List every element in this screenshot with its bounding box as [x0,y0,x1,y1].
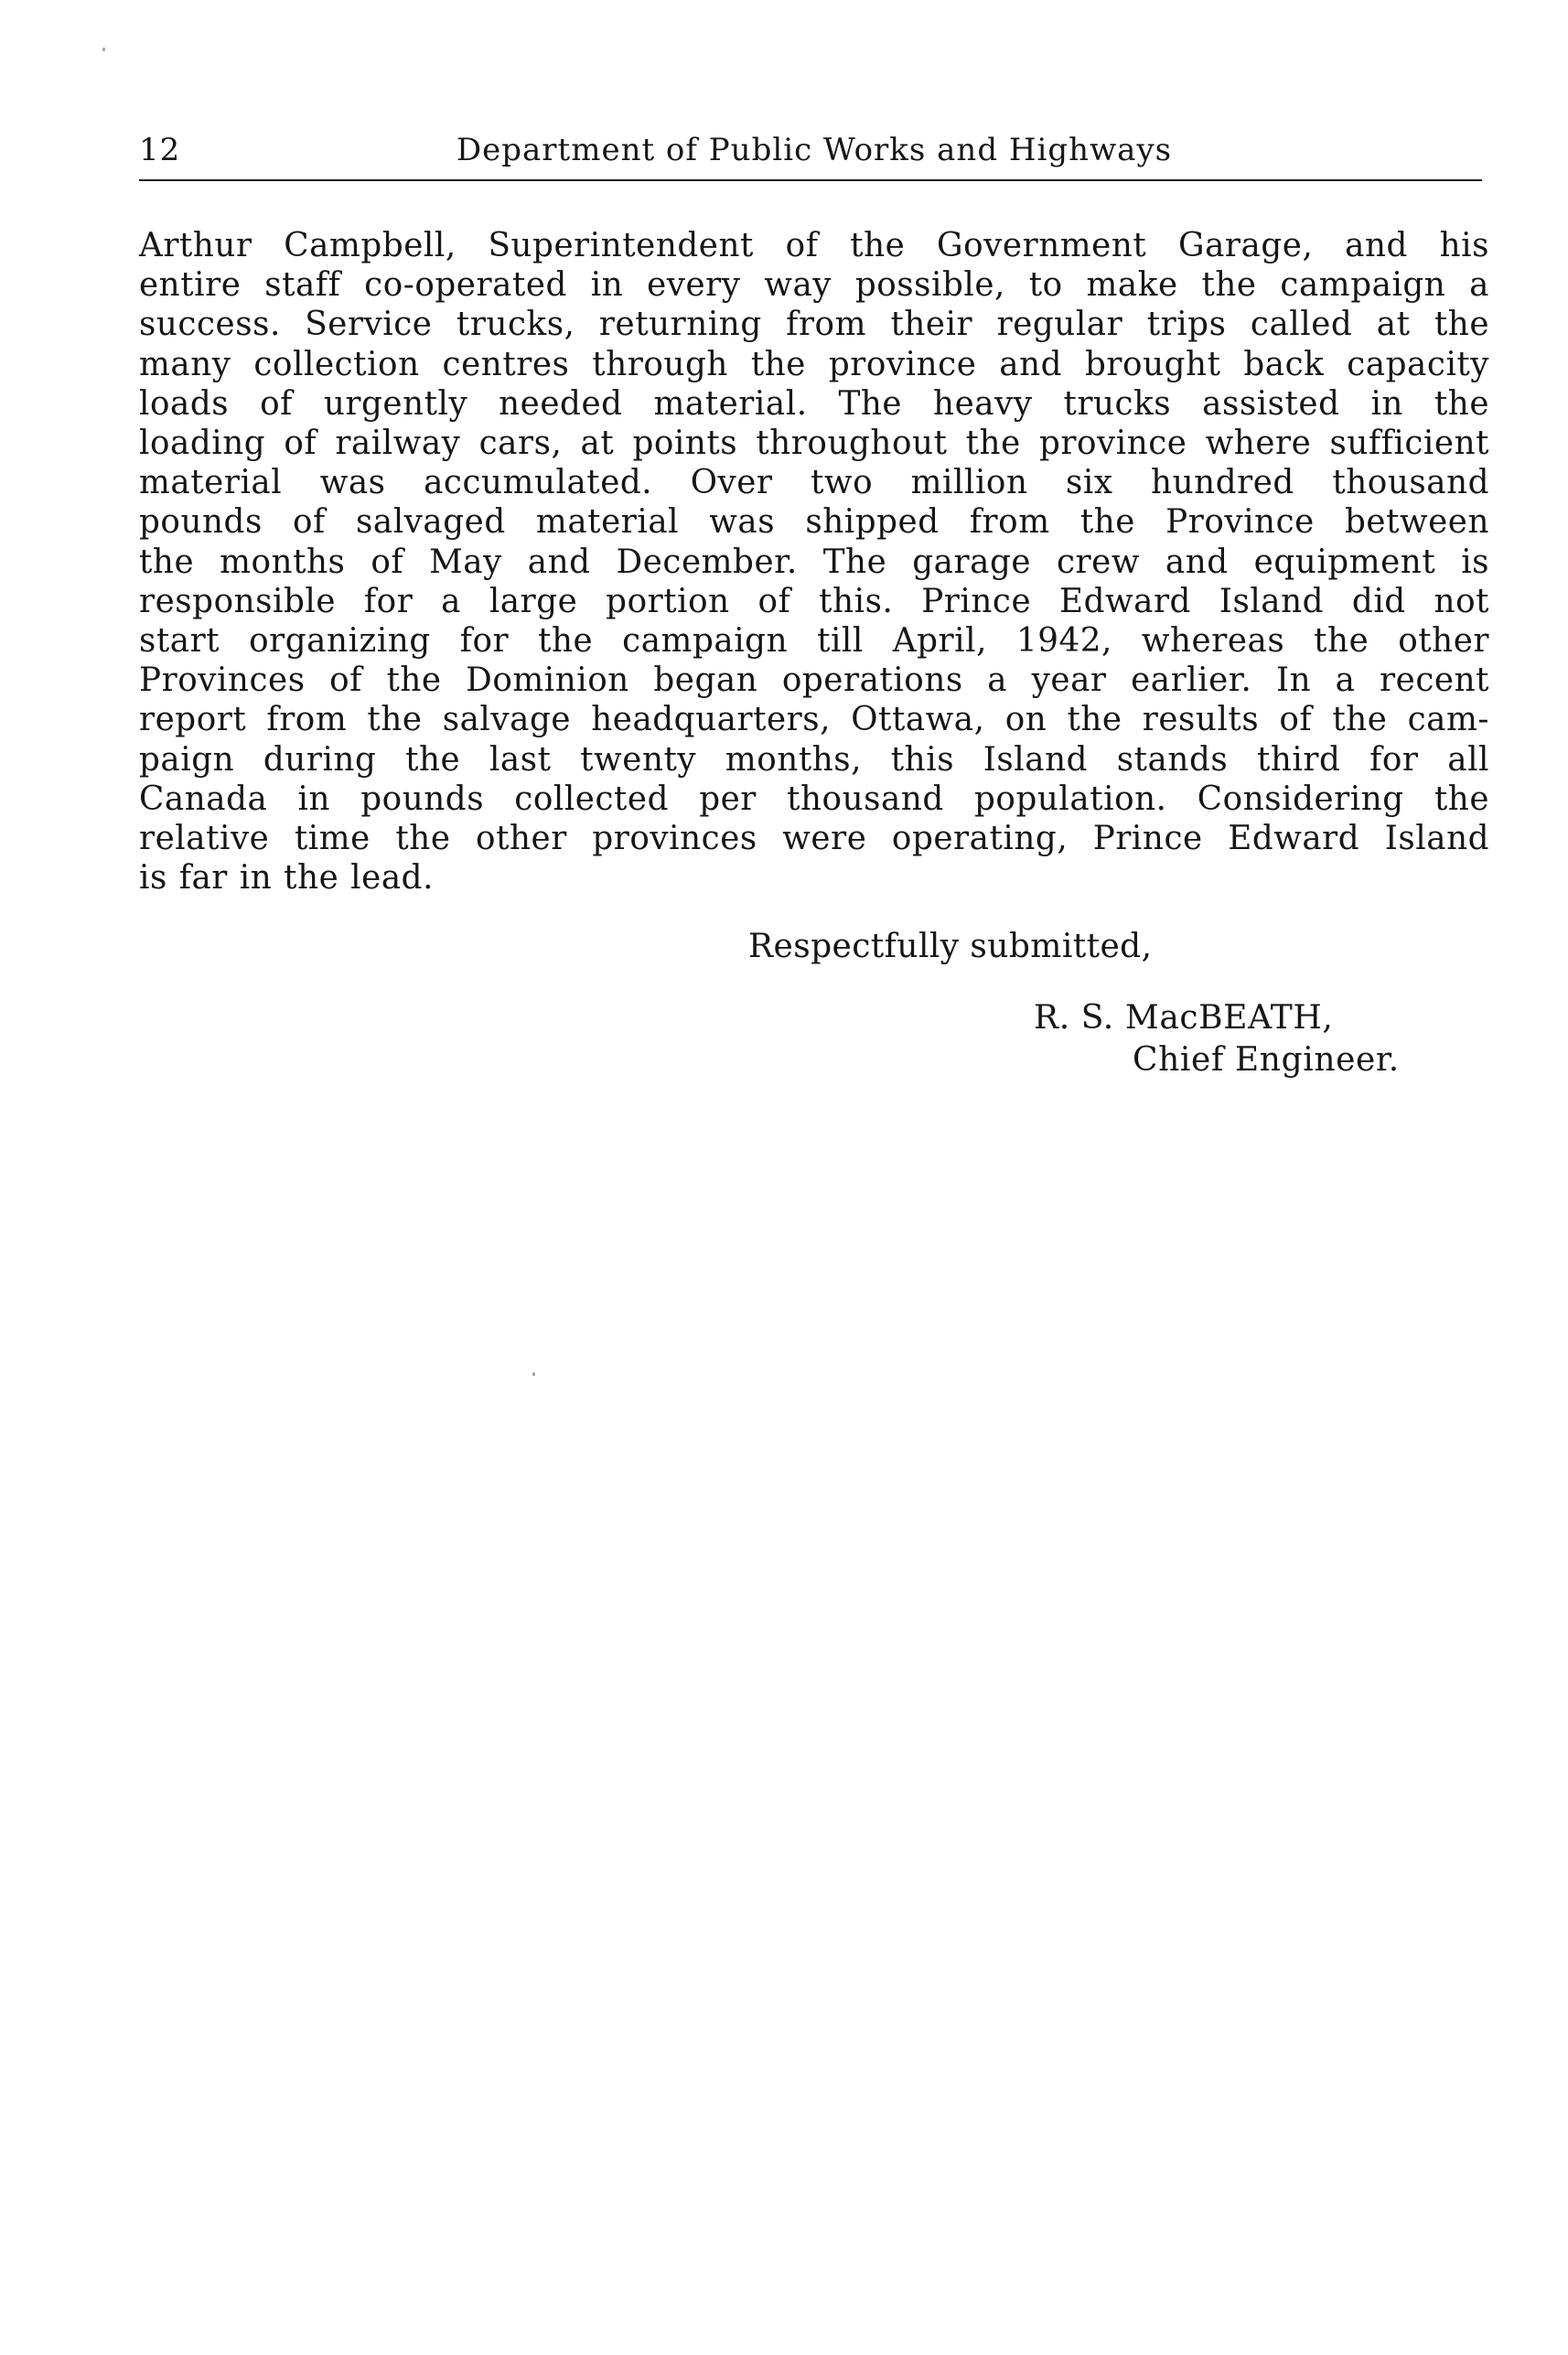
paper-speck [532,1372,535,1376]
body-line: is far in the lead. [139,857,434,898]
body-line: entire staff co-operated in every way possible, to make the campaign a [139,264,1490,305]
body-line: loading of railway cars, at points throughout the province where sufficient [139,423,1490,463]
paper-speck [102,48,105,51]
body-line: report from the salvage headquarters, Ottawa, on the results of the cam- [139,699,1490,739]
body-paragraph [139,225,1489,897]
signatory-title: Chief Engineer. [1133,1041,1400,1079]
header-rule [139,179,1482,181]
body-line: pounds of salvaged material was shipped from the Province between [139,501,1490,542]
body-line: the months of May and December. The garage crew and equipment is [139,541,1490,581]
body-line: loads of urgently needed material. The heavy trucks assisted in the [139,382,1490,423]
body-line: Canada in pounds collected per thousand population. Considering the [139,778,1490,818]
header-title: Department of Public Works and Highways [456,132,1173,168]
body-line: success. Service trucks, returning from their regular trips called at the [139,304,1490,344]
body-line: relative time the other provinces were operating, Prince Edward Island [139,818,1490,858]
body-line: paign during the last twenty months, this Island stands third for all [139,738,1490,779]
body-line: Arthur Campbell, Superintendent of the Government Garage, and his [139,225,1490,264]
body-line: many collection centres through the province and brought back capacity [139,343,1490,383]
body-line: Provinces of the Dominion began operations a year earlier. In a recent [139,660,1490,700]
closing-salutation: Respectfully submitted, [748,928,1153,965]
signatory-name: R. S. MacBEATH, [1034,999,1334,1037]
body-line: material was accumulated. Over two million six hundred thousand [139,462,1490,502]
body-line: responsible for a large portion of this. Prince Edward Island did not [139,580,1490,620]
running-header [139,126,1489,174]
body-line: start organizing for the campaign till April, 1942, whereas the other [139,620,1490,661]
page-number: 12 [139,132,181,168]
